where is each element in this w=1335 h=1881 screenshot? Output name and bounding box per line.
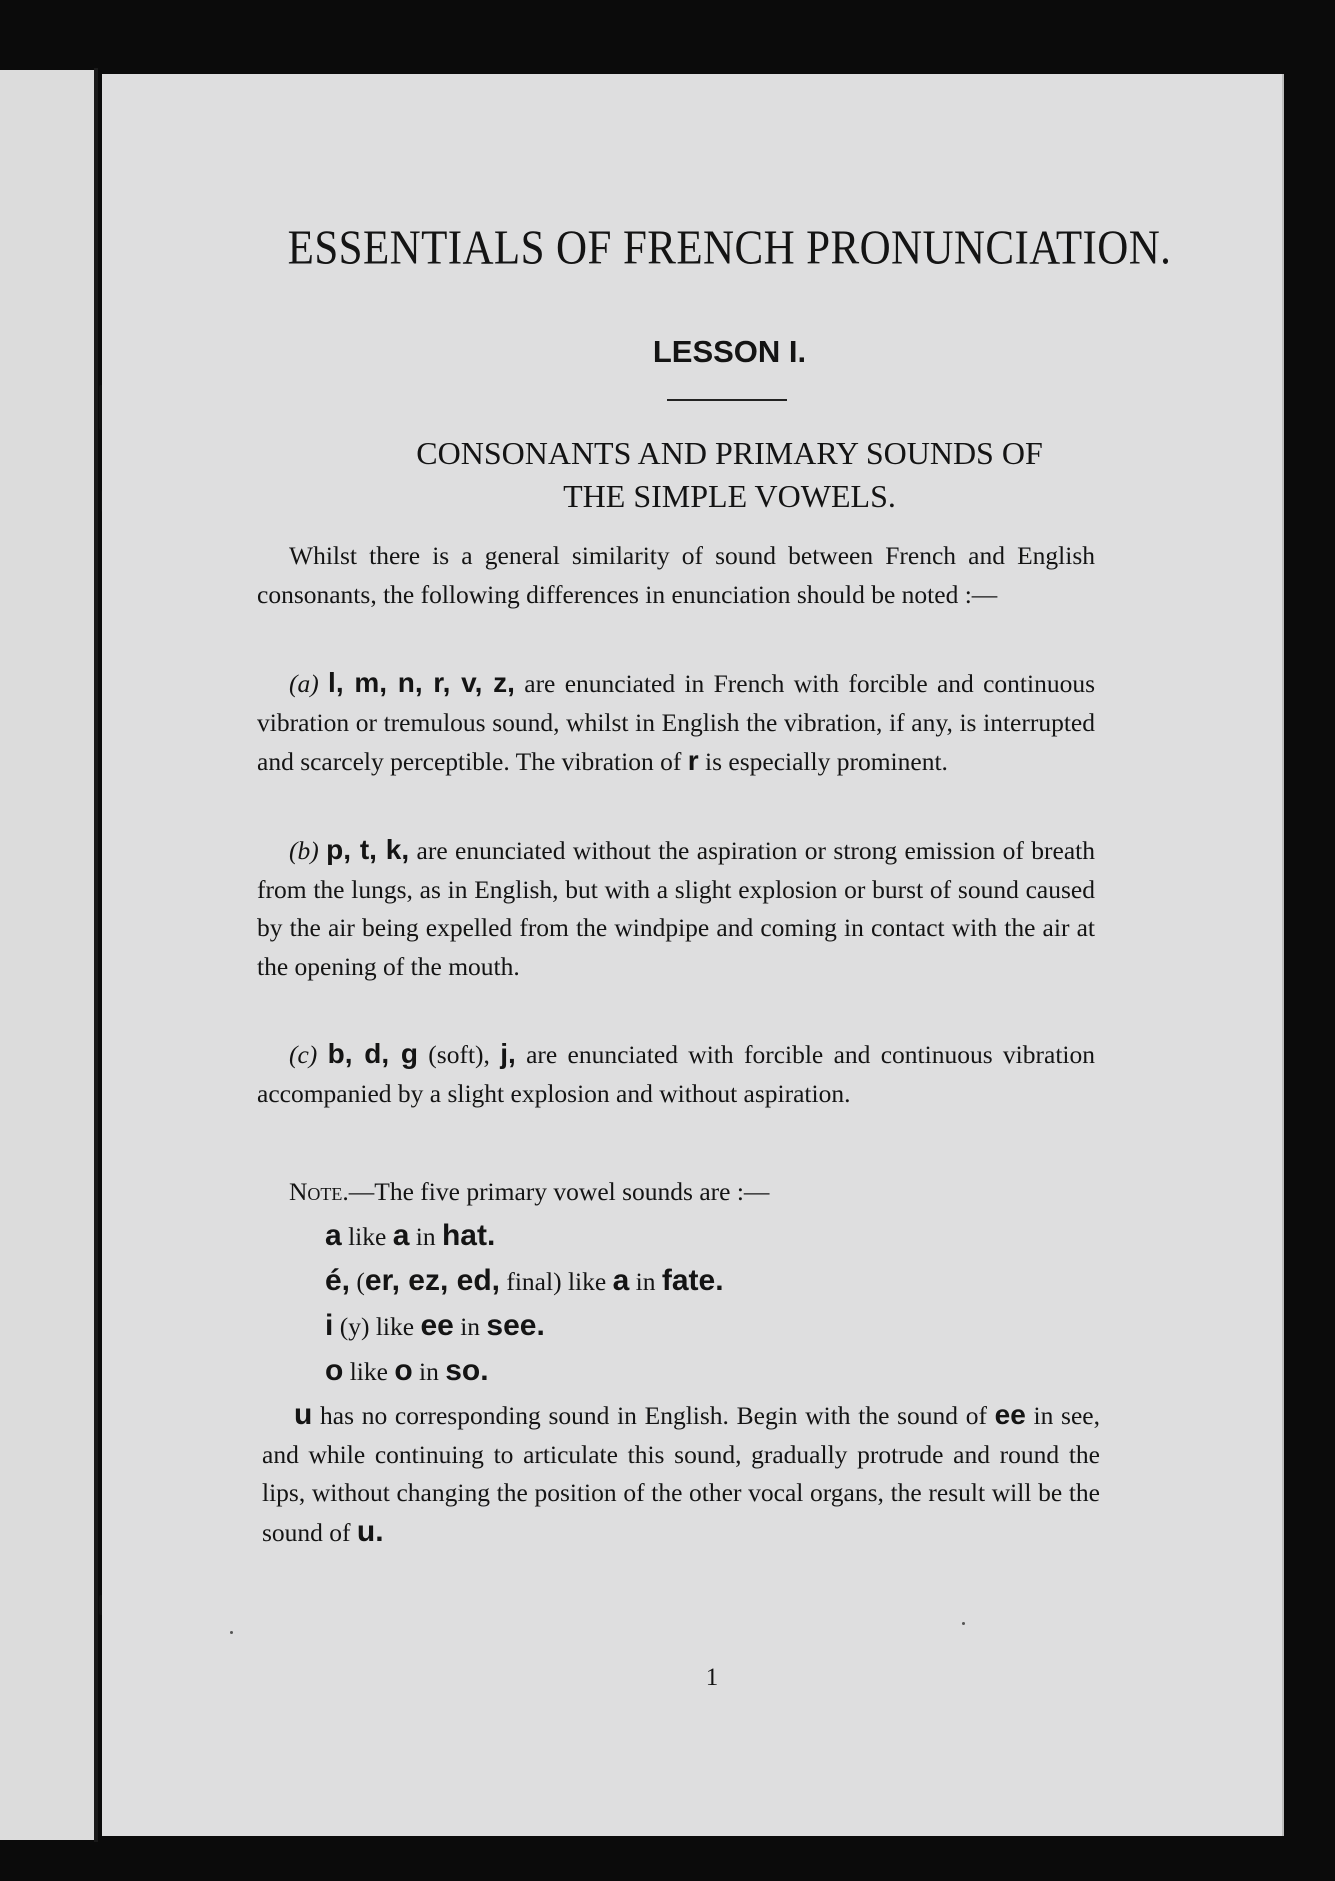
vowel-a-line [325,1217,495,1256]
para-a-letters: l, m, n, r, v, z, [328,667,515,698]
vowel-e-example: a [612,1264,630,1297]
book-title: ESSENTIALS OF FRENCH PRONUNCIATION. [287,222,1172,275]
vowel-e-paren: ( [350,1267,365,1296]
facing-page-edge [0,70,96,1840]
u-text1: has no corresponding sound in English. Begin with the sound of [312,1401,995,1430]
paragraph-b [257,831,1095,986]
book-page [102,74,1284,1836]
vowel-e-line [325,1262,724,1301]
vowel-a-word: hat. [441,1219,496,1252]
para-a-label: (a) [289,669,319,698]
para-a-r: r [687,745,699,776]
u-text2: in see, and while continuing to articulate this sound, gradually protrude and round the lips, without changing the position of the other vocal organs, the result will be the sound of [262,1401,1100,1547]
paragraph-a [257,664,1095,782]
vowel-o-line [325,1352,489,1391]
para-b-label: (b) [289,836,319,865]
vowel-e-final: final) [499,1267,562,1296]
page-number: 1 [705,1664,719,1691]
vowel-o-example: o [394,1354,413,1387]
section-title-line1: CONSONANTS AND PRIMARY SOUNDS OF [416,435,1043,471]
para-c-label: (c) [289,1040,318,1069]
para-b-text: are enunciated without the aspiration or strong emission of breath from the lungs, as in English, but with a slight explosion or burst of sound caused by the air being expelled from the windpipe and coming in contact with the air at the opening of the mouth. [257,836,1095,981]
vowel-e: é, [325,1264,351,1297]
intro-paragraph: Whilst there is a general similarity of sound between French and English consonants, the following differences in enunciation should be noted :— [257,541,1095,609]
para-b-letters: p, t, k, [326,834,410,865]
note-text: .—The five primary vowel sounds are :— [342,1177,770,1206]
para-c-soft: (soft), [417,1040,501,1069]
u-paragraph [262,1396,1100,1552]
book-spine [94,68,98,1842]
para-a-text2: is especially prominent. [698,747,948,776]
vowel-e-word: fate. [661,1264,724,1297]
vowel-o-like: like [343,1357,395,1386]
vowel-i-in: in [453,1312,487,1341]
section-title [257,432,1202,518]
vowel-o-word: so. [445,1354,489,1387]
vowel-i-like: like [369,1312,421,1341]
vowel-i-paren: (y) [333,1312,370,1341]
vowel-i-word: see. [486,1309,545,1342]
para-c-letters2: j, [500,1038,516,1069]
u-ee: ee [994,1399,1026,1430]
title-rule [667,399,787,401]
section-title-line2: THE SIMPLE VOWELS. [563,478,896,514]
para-c-letters1: b, d, g [327,1038,418,1069]
note-line [289,1173,769,1211]
para-a-text1: are enunciated in French with forcible and continuous vibration or tremulous sound, whilst in English the vibration, if any, is interrupted and scarcely perceptible. The vibration of [257,669,1095,776]
vowel-a: a [325,1219,342,1252]
vowel-i: i [325,1309,334,1342]
vowel-a-in: in [409,1222,442,1251]
speck [230,1631,233,1634]
vowel-a-example: a [392,1219,410,1252]
paragraph-c [257,1035,1095,1113]
para-c-text: are enunciated with forcible and continuous vibration accompanied by a slight explosion and without aspiration. [257,1040,1096,1108]
lesson-heading: LESSON I. [652,334,807,369]
vowel-a-like: like [341,1222,393,1251]
vowel-e-like: like [561,1267,613,1296]
note-label: Note [289,1177,343,1206]
u-end: u. [356,1514,384,1548]
vowel-i-example: ee [420,1309,454,1342]
vowel-e-forms: er, ez, ed, [364,1264,500,1297]
vowel-e-in: in [629,1267,662,1296]
vowel-o-in: in [412,1357,446,1386]
vowel-o: o [325,1354,344,1387]
vowel-i-line [325,1307,545,1346]
u-letter: u [294,1398,313,1431]
speck [962,1622,965,1625]
